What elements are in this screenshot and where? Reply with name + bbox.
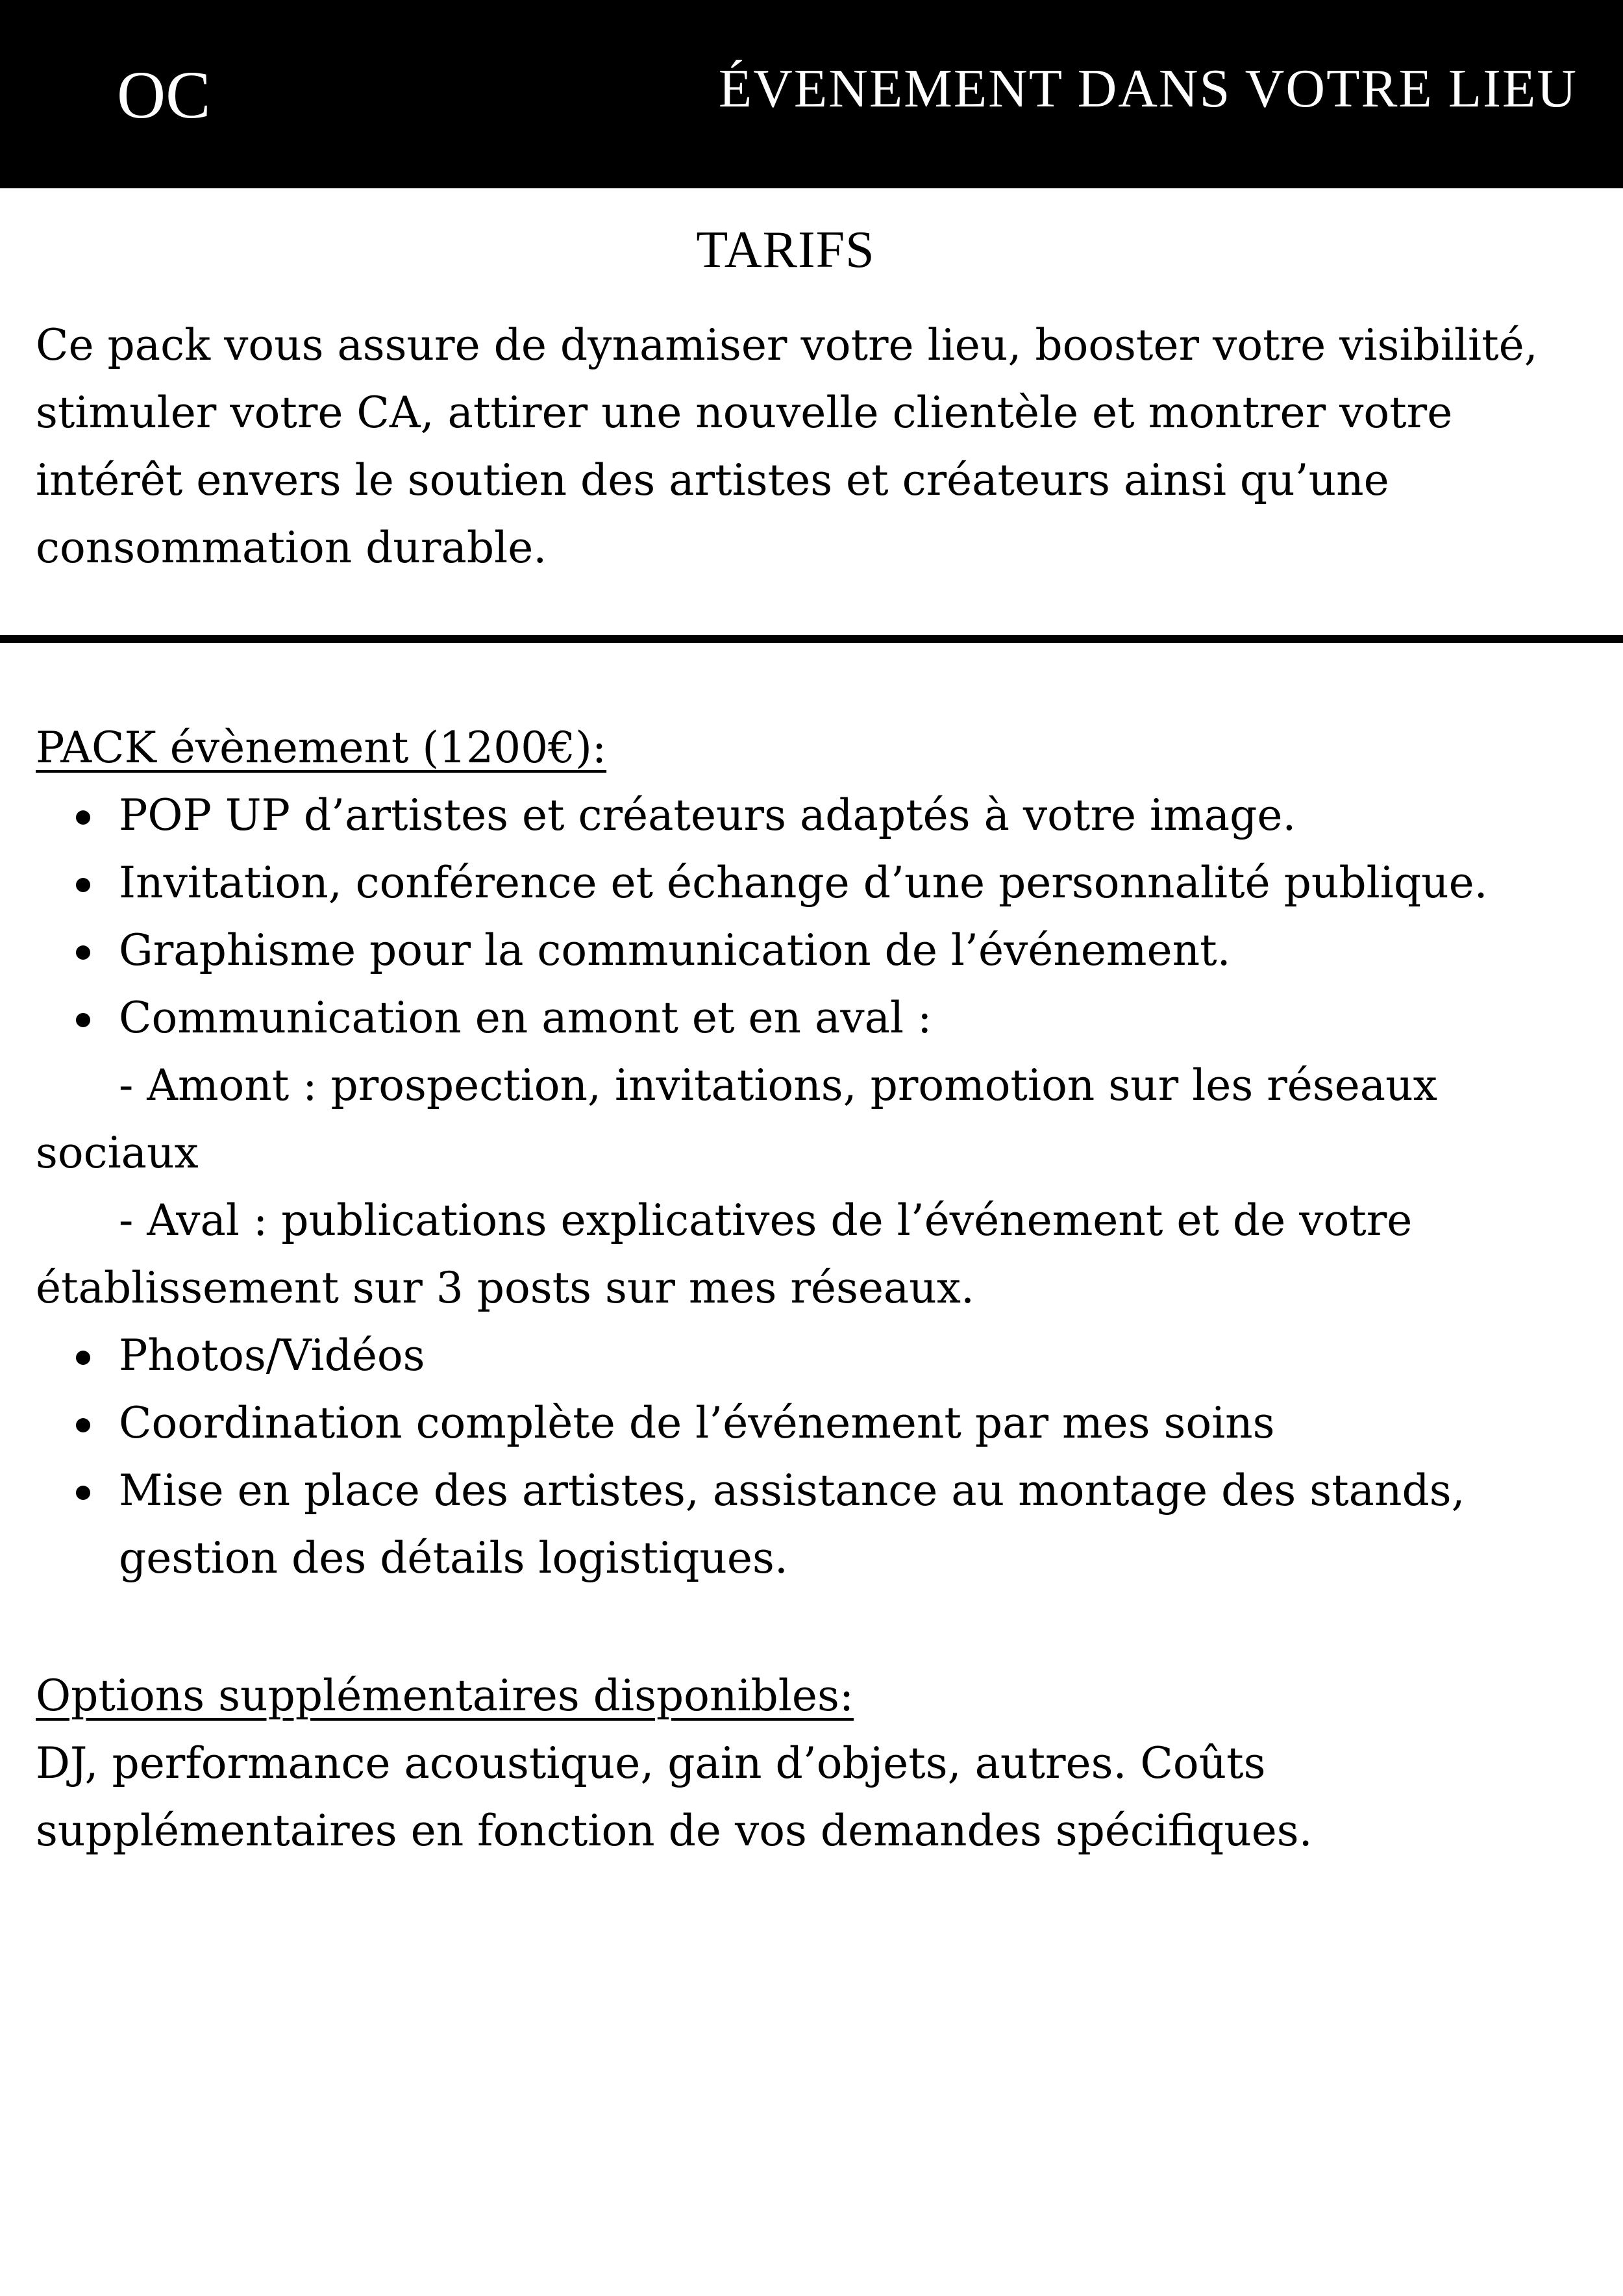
list-item: Coordination complète de l’événement par mes soins	[36, 1390, 1594, 1457]
pack-list-continued	[36, 1322, 1594, 1592]
page-title: TARIFS	[696, 221, 875, 279]
sub-item-amont: - Amont : prospection, invitations, promotion sur les réseaux	[119, 1060, 1437, 1110]
intro-line: stimuler votre CA, attirer une nouvelle clientèle et montrer votre	[36, 388, 1453, 438]
bullet-icon	[76, 878, 90, 892]
bullet-icon	[76, 1013, 90, 1027]
list-item: Invitation, conférence et échange d’une personnalité publique.	[36, 849, 1594, 917]
header-bar	[0, 0, 1623, 188]
options-section	[36, 1662, 1594, 1865]
list-item: Communication en amont et en aval :	[36, 984, 1594, 1052]
intro-paragraph	[36, 312, 1594, 582]
list-item: POP UP d’artistes et créateurs adaptés à votre image.	[36, 782, 1594, 849]
sub-item-amont-cont: sociaux	[36, 1128, 199, 1178]
bullet-icon	[76, 1486, 90, 1500]
intro-line: consommation durable.	[36, 523, 547, 573]
bullet-icon	[76, 1351, 90, 1365]
logo: OC	[117, 58, 211, 132]
list-item: Mise en place des artistes, assistance au montage des stands, gestion des détails logistiques.	[36, 1457, 1594, 1592]
section-divider	[0, 635, 1623, 643]
bullet-icon	[76, 945, 90, 960]
header-title: ÉVENEMENT DANS VOTRE LIEU	[718, 58, 1578, 119]
list-item: Graphisme pour la communication de l’événement.	[36, 917, 1594, 984]
list-item: Photos/Vidéos	[36, 1322, 1594, 1390]
pack-heading: PACK évènement (1200€):	[36, 723, 607, 773]
intro-line: Ce pack vous assure de dynamiser votre lieu, booster votre visibilité,	[36, 320, 1538, 370]
pack-section	[36, 714, 1594, 1592]
pack-list	[36, 782, 1594, 1052]
options-line: supplémentaires en fonction de vos demandes spécifiques.	[36, 1806, 1313, 1856]
options-heading: Options supplémentaires disponibles:	[36, 1671, 854, 1721]
bullet-icon	[76, 810, 90, 825]
sub-item-aval-cont: établissement sur 3 posts sur mes réseaux.	[36, 1263, 974, 1313]
intro-line: intérêt envers le soutien des artistes et créateurs ainsi qu’une	[36, 455, 1389, 505]
bullet-icon	[76, 1418, 90, 1432]
sub-item-aval: - Aval : publications explicatives de l’événement et de votre	[119, 1195, 1413, 1245]
options-line: DJ, performance acoustique, gain d’objets, autres. Coûts	[36, 1738, 1266, 1788]
